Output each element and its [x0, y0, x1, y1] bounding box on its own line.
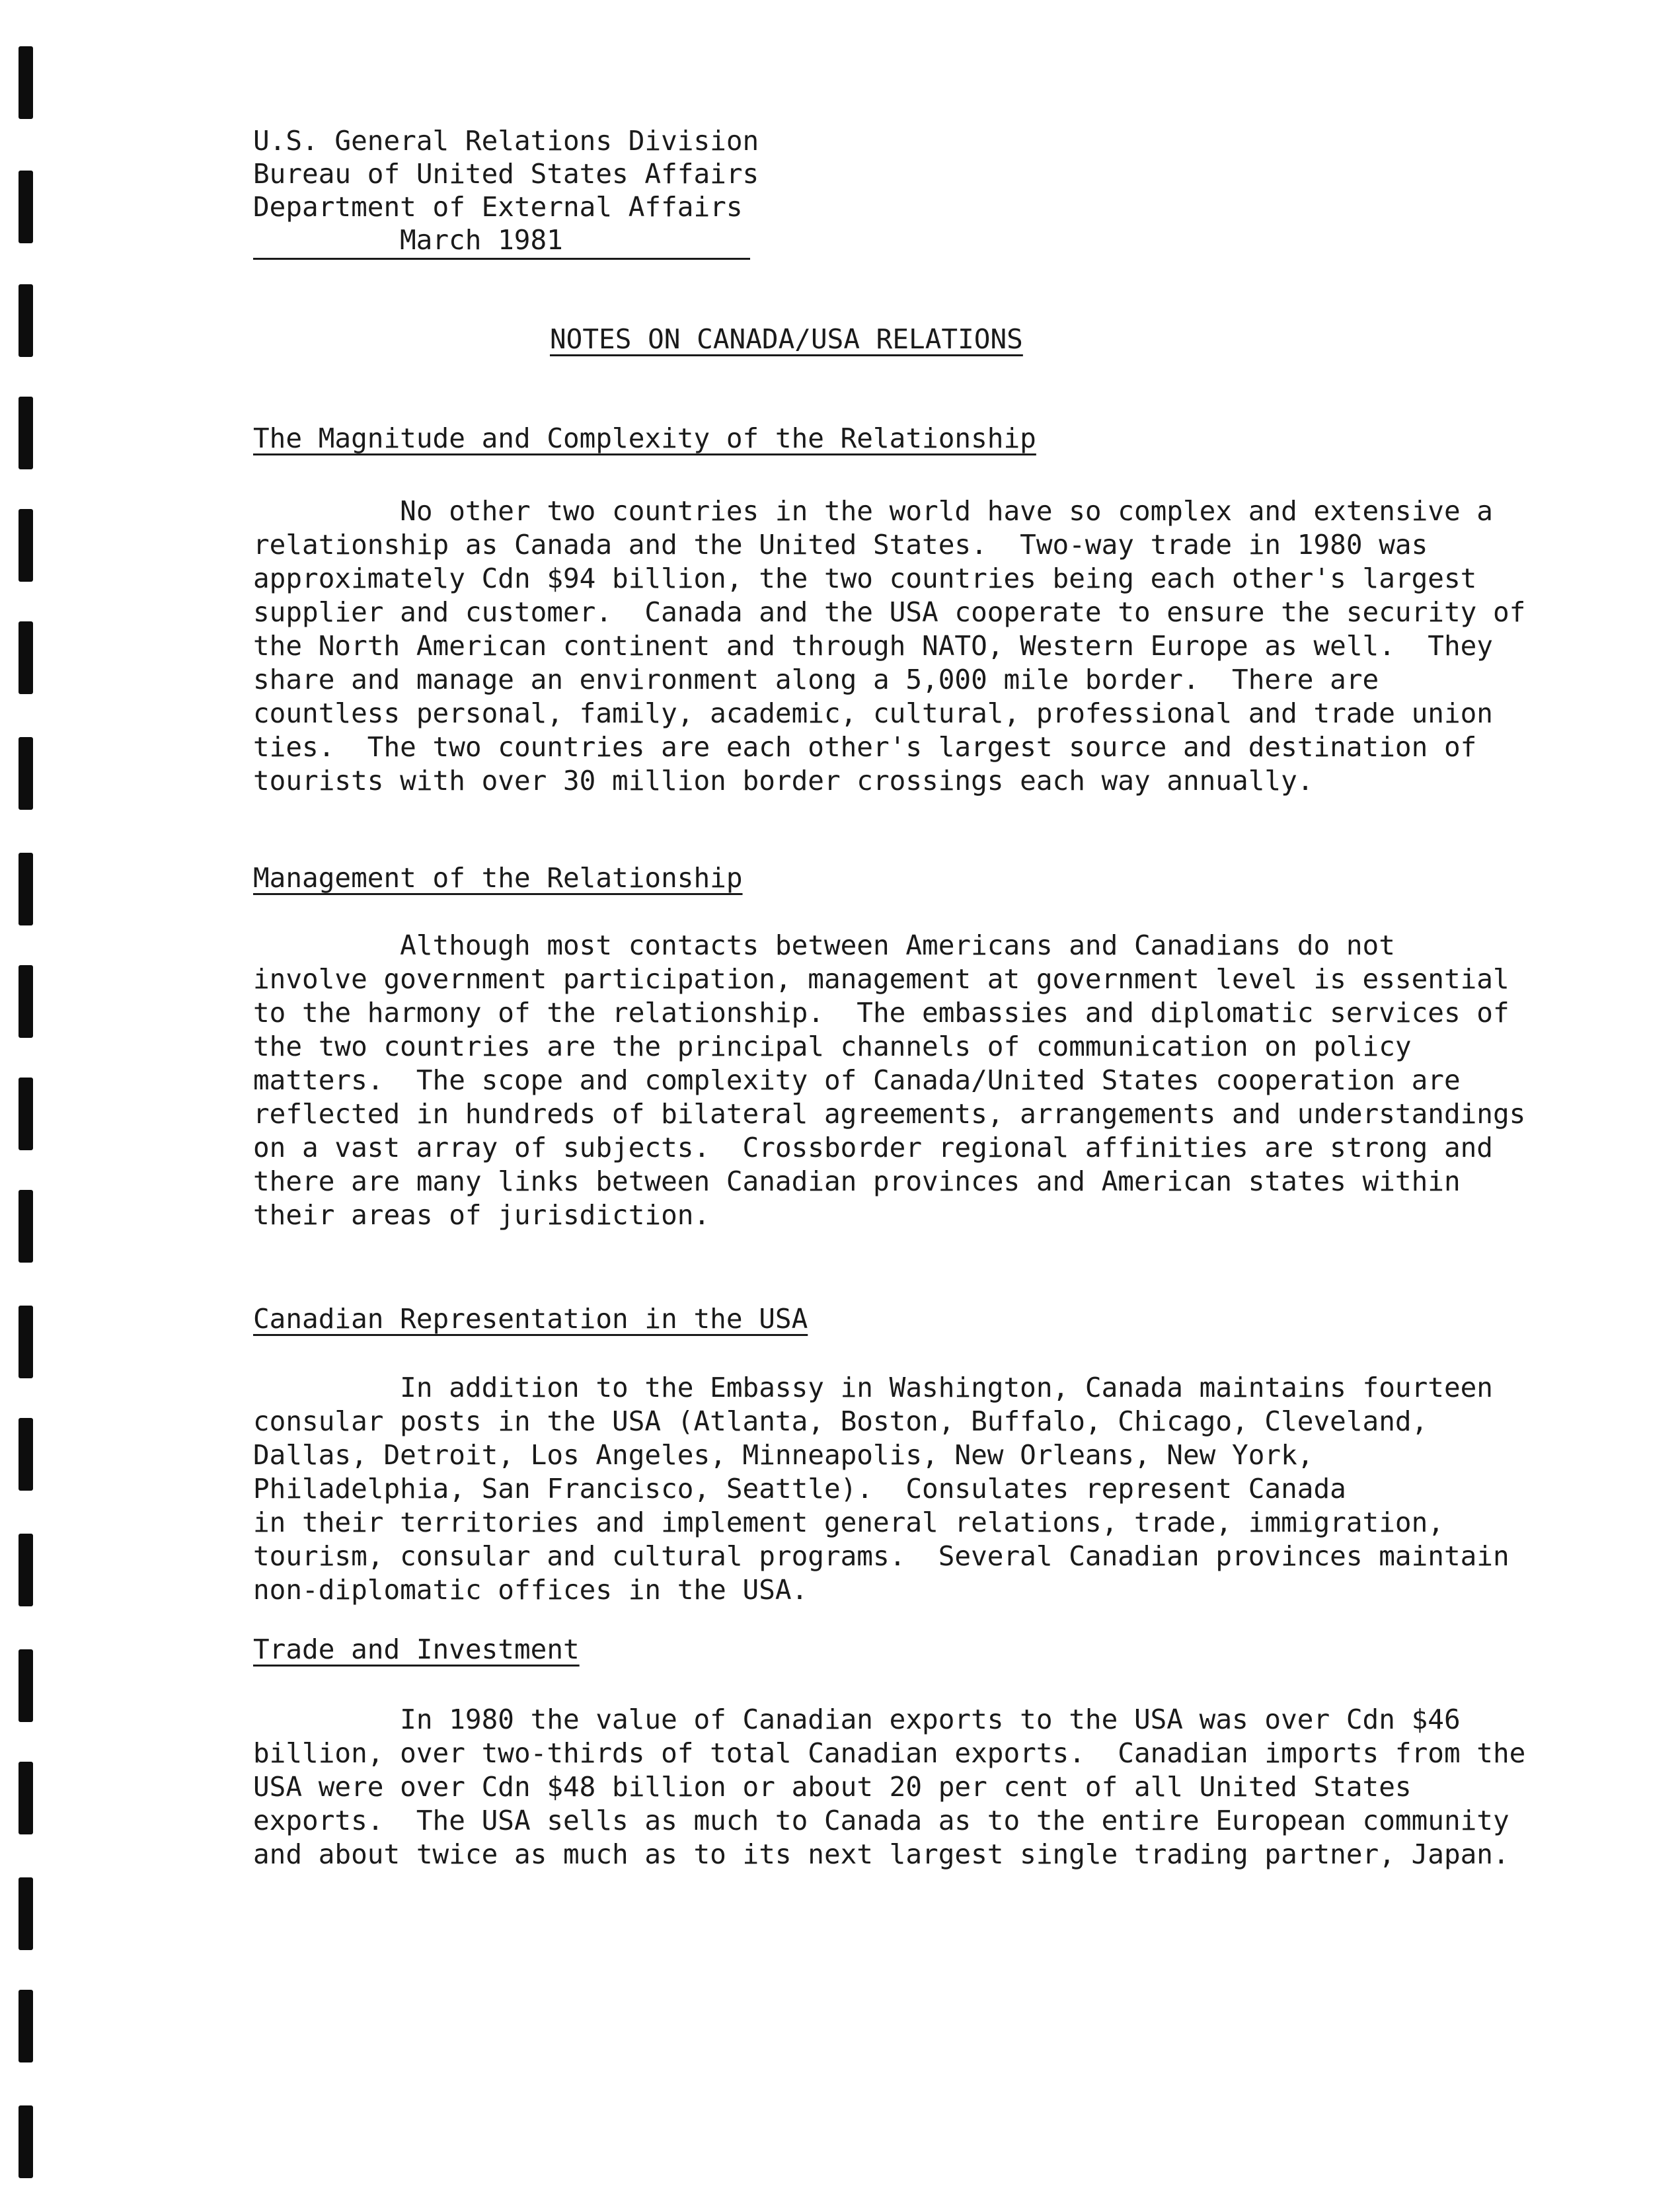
- punch-mark: [19, 1762, 33, 1834]
- paragraph-line: matters. The scope and complexity of Canada/United States cooperation are: [253, 1064, 1461, 1096]
- punch-mark: [19, 171, 33, 243]
- paragraph-line: USA were over Cdn $48 billion or about 20 per cent of all United States: [253, 1771, 1412, 1803]
- paragraph-line: Although most contacts between Americans and Canadians do not: [253, 929, 1395, 961]
- punch-mark: [19, 965, 33, 1038]
- punch-mark: [19, 1649, 33, 1722]
- binding-punch-marks: [19, 0, 40, 2198]
- paragraph-line: Dallas, Detroit, Los Angeles, Minneapolis, New Orleans, New York,: [253, 1439, 1314, 1471]
- paragraph-line: relationship as Canada and the United States. Two-way trade in 1980 was: [253, 529, 1428, 561]
- section-paragraph-magnitude: [253, 494, 1548, 798]
- paragraph-line: supplier and customer. Canada and the USA cooperate to ensure the security of: [253, 596, 1526, 628]
- paragraph-line: billion, over two-thirds of total Canadian exports. Canadian imports from the: [253, 1737, 1526, 1769]
- punch-mark: [19, 737, 33, 810]
- punch-mark: [19, 397, 33, 469]
- paragraph-line: tourists with over 30 million border crossings each way annually.: [253, 765, 1314, 797]
- paragraph-line: reflected in hundreds of bilateral agreements, arrangements and understandings: [253, 1098, 1526, 1130]
- punch-mark: [19, 853, 33, 925]
- paragraph-line: In addition to the Embassy in Washington, Canada maintains fourteen: [253, 1372, 1493, 1403]
- paragraph-line: Philadelphia, San Francisco, Seattle). Consulates represent Canada: [253, 1473, 1346, 1505]
- punch-mark: [19, 1190, 33, 1263]
- paragraph-line: ties. The two countries are each other's largest source and destination of: [253, 731, 1477, 763]
- punch-mark: [19, 1534, 33, 1606]
- document-title: NOTES ON CANADA/USA RELATIONS: [550, 323, 1023, 355]
- punch-mark: [19, 2105, 33, 2178]
- paragraph-line: approximately Cdn $94 billion, the two countries being each other's largest: [253, 563, 1477, 594]
- punch-mark: [19, 46, 33, 119]
- paragraph-line: and about twice as much as to its next largest single trading partner, Japan.: [253, 1838, 1509, 1870]
- paragraph-line: in their territories and implement general relations, trade, immigration,: [253, 1507, 1444, 1538]
- punch-mark: [19, 509, 33, 582]
- paragraph-line: In 1980 the value of Canadian exports to the USA was over Cdn $46: [253, 1704, 1461, 1735]
- paragraph-line: exports. The USA sells as much to Canada as to the entire European community: [253, 1805, 1509, 1836]
- section-heading-trade: Trade and Investment: [253, 1633, 580, 1665]
- section-paragraph-management: [253, 929, 1548, 1232]
- section-heading-representation: Canadian Representation in the USA: [253, 1303, 808, 1335]
- punch-mark: [19, 1877, 33, 1950]
- section-heading-management: Management of the Relationship: [253, 862, 743, 894]
- letterhead: [253, 124, 759, 260]
- punch-mark: [19, 1306, 33, 1378]
- paragraph-line: to the harmony of the relationship. The embassies and diplomatic services of: [253, 997, 1509, 1029]
- punch-mark: [19, 1078, 33, 1150]
- punch-mark: [19, 284, 33, 357]
- paragraph-line: share and manage an environment along a 5,000 mile border. There are: [253, 664, 1379, 695]
- punch-mark: [19, 1990, 33, 2062]
- paragraph-line: countless personal, family, academic, cultural, professional and trade union: [253, 697, 1493, 729]
- punch-mark: [19, 621, 33, 694]
- bureau-name: Bureau of United States Affairs: [253, 158, 759, 190]
- paragraph-line: on a vast array of subjects. Crossborder regional affinities are strong and: [253, 1132, 1493, 1163]
- section-heading-magnitude: The Magnitude and Complexity of the Relationship: [253, 422, 1036, 454]
- department-name: Department of External Affairs: [253, 191, 743, 223]
- punch-mark: [19, 1418, 33, 1491]
- division-name: U.S. General Relations Division: [253, 125, 759, 157]
- document-date: March 1981: [253, 223, 750, 260]
- paragraph-line: there are many links between Canadian provinces and American states within: [253, 1165, 1461, 1197]
- paragraph-line: tourism, consular and cultural programs. Several Canadian provinces maintain: [253, 1540, 1509, 1572]
- section-paragraph-trade: [253, 1703, 1548, 1871]
- paragraph-line: their areas of jurisdiction.: [253, 1199, 710, 1231]
- paragraph-line: the North American continent and through NATO, Western Europe as well. They: [253, 630, 1493, 662]
- paragraph-line: involve government participation, management at government level is essential: [253, 963, 1509, 995]
- paragraph-line: No other two countries in the world have so complex and extensive a: [253, 495, 1493, 527]
- section-paragraph-representation: [253, 1371, 1548, 1607]
- paragraph-line: consular posts in the USA (Atlanta, Boston, Buffalo, Chicago, Cleveland,: [253, 1405, 1428, 1437]
- paragraph-line: the two countries are the principal channels of communication on policy: [253, 1031, 1412, 1062]
- paragraph-line: non-diplomatic offices in the USA.: [253, 1574, 808, 1606]
